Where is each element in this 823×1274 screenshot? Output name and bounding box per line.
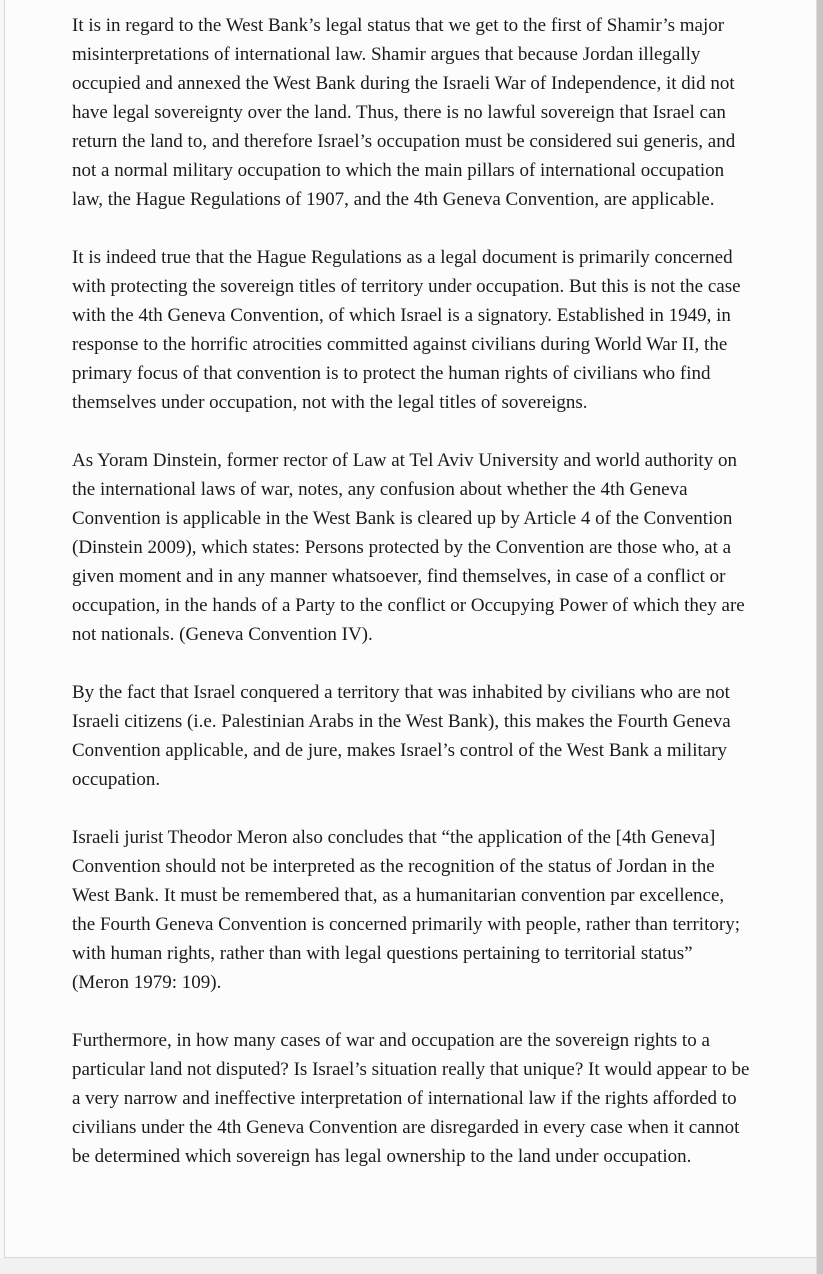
article-container bbox=[4, 0, 816, 1258]
article-paragraph: It is in regard to the West Bank’s legal status that we get to the first of Shamir’s major misinterpretations of international law. Shamir argues that because Jordan illegally occupied and annexed the West Bank during the Israeli War of Independence, it did not have legal sovereignty over the land. Thus, there is no lawful sovereign that Israel can return the land to, and therefore Israel’s occupation must be considered sui generis, and not a normal military occupation to which the main pillars of international occupation law, the Hague Regulations of 1907, and the 4th Geneva Convention, are applicable. bbox=[72, 15, 736, 210]
vertical-scrollbar[interactable] bbox=[816, 0, 823, 1274]
article-paragraph: Furthermore, in how many cases of war and occupation are the sovereign rights to a particular land not disputed? Is Israel’s situation really that unique? It would appear to be a very narrow and ineffective interpretation of international law if the rights afforded to civilians under the 4th Geneva Convention are disregarded in every case when it cannot be determined which sovereign has legal ownership to the land under occupation. bbox=[72, 1030, 750, 1167]
page-bottom-band bbox=[0, 1258, 816, 1274]
article-paragraph: It is indeed true that the Hague Regulations as a legal document is primarily concerned with protecting the sovereign titles of territory under occupation. But this is not the case with the 4th Geneva Convention, of which Israel is a signatory. Established in 1949, in response to the horrific atrocities committed against civilians during World War II, the primary focus of that convention is to protect the human rights of civilians who find themselves under occupation, not with the legal titles of sovereigns. bbox=[72, 247, 741, 413]
article-body bbox=[5, 0, 816, 1171]
article-paragraph: By the fact that Israel conquered a territory that was inhabited by civilians who are not Israeli citizens (i.e. Palestinian Arabs in the West Bank), this makes the Fourth Geneva Convention applicable, and de jure, makes Israel’s control of the West Bank a military occupation. bbox=[72, 682, 731, 790]
article-paragraph: As Yoram Dinstein, former rector of Law at Tel Aviv University and world authority on the international laws of war, notes, any confusion about whether the 4th Geneva Convention is applicable in the West Bank is cleared up by Article 4 of the Convention (Dinstein 2009), which states: Persons protected by the Convention are those who, at a given moment and in any manner whatsoever, find themselves, in case of a conflict or occupation, in the hands of a Party to the conflict or Occupying Power of which they are not nationals. (Geneva Convention IV). bbox=[72, 450, 745, 645]
article-paragraph: Israeli jurist Theodor Meron also concludes that “the application of the [4th Geneva] Convention should not be interpreted as the recognition of the status of Jordan in the West Bank. It must be remembered that, as a humanitarian convention par excellence, the Fourth Geneva Convention is concerned primarily with people, rather than territory; with human rights, rather than with legal questions pertaining to territorial status” (Meron 1979: 109). bbox=[72, 827, 740, 993]
